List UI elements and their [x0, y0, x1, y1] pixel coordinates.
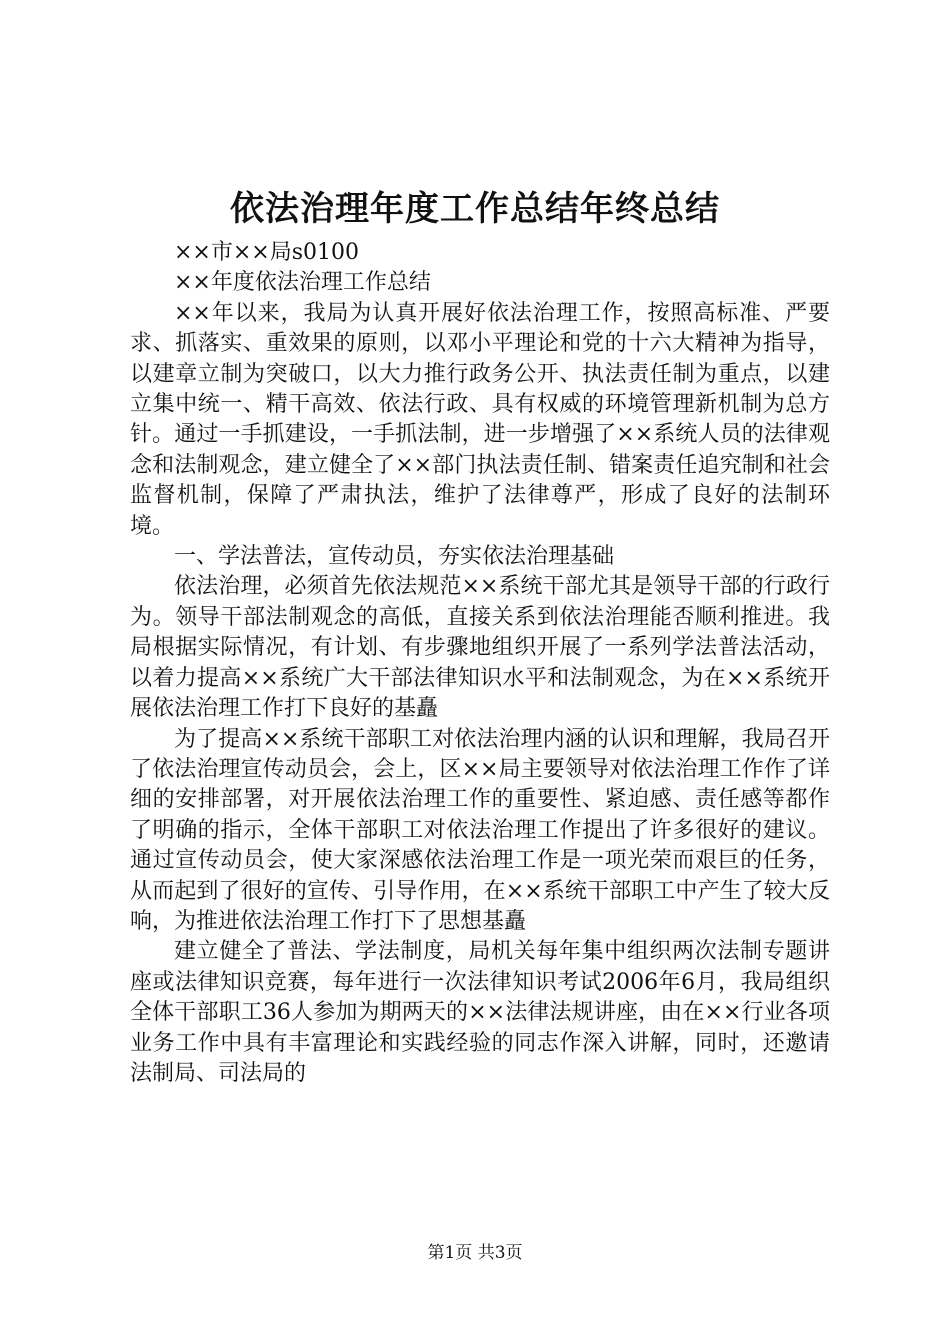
document-title: 依法治理年度工作总结年终总结 [230, 189, 720, 229]
document-paragraph: 为了提高××系统干部职工对依法治理内涵的认识和理解，我局召开了依法治理宣传动员会，会上，区××局主要领导对依法治理工作作了详细的安排部署，对开展依法治理工作的重要性、紧迫感、责任感等都作了明确的指示，全体干部职工对依法治理工作提出了许多很好的建议。通过宣传动员会，使大家深感依法治理工作是一项光荣而艰巨的任务，从而起到了很好的宣传、引导作用，在××系统干部职工中产生了较大反响，为推进依法治理工作打下了思想基矗 [130, 726, 830, 934]
document-paragraph: ××年度依法治理工作总结 [174, 270, 431, 296]
document-paragraph: ××市××局s0100 [174, 240, 360, 265]
document-paragraph: 依法治理，必须首先依法规范××系统干部尤其是领导干部的行政行为。领导干部法制观念的高低，直接关系到依法治理能否顺利推进。我局根据实际情况，有计划、有步骤地组织开展了一系列学法普法活动，以着力提高××系统广大干部法律知识水平和法制观念，为在××系统开展依法治理工作打下良好的基矗 [130, 574, 830, 722]
document-paragraph: 建立健全了普法、学法制度，局机关每年集中组织两次法制专题讲座或法律知识竞赛，每年进行一次法律知识考试2006年6月，我局组织全体干部职工36人参加为期两天的××法律法规讲座，由在××行业各项业务工作中具有丰富理论和实践经验的同志作深入讲解，同时，还邀请法制局、司法局的 [130, 939, 830, 1086]
section-heading: 一、学法普法，宣传动员，夯实依法治理基础 [174, 544, 615, 570]
document-paragraph: ××年以来，我局为认真开展好依法治理工作，按照高标准、严要求、抓落实、重效果的原则，以邓小平理论和党的十六大精神为指导，以建章立制为突破口，以大力推行政务公开、执法责任制为重点，以建立集中统一、精干高效、依法行政、具有权威的环境管理新机制为总方针。通过一手抓建设，一手抓法制，进一步增强了××系统人员的法律观念和法制观念，建立健全了××部门执法责任制、错案责任追究制和社会监督机制，保障了严肃执法，维护了法律尊严，形成了良好的法制环境。 [130, 300, 830, 539]
page-number-footer: 第1页 共3页 [427, 1243, 523, 1263]
document-body [130, 238, 830, 1089]
